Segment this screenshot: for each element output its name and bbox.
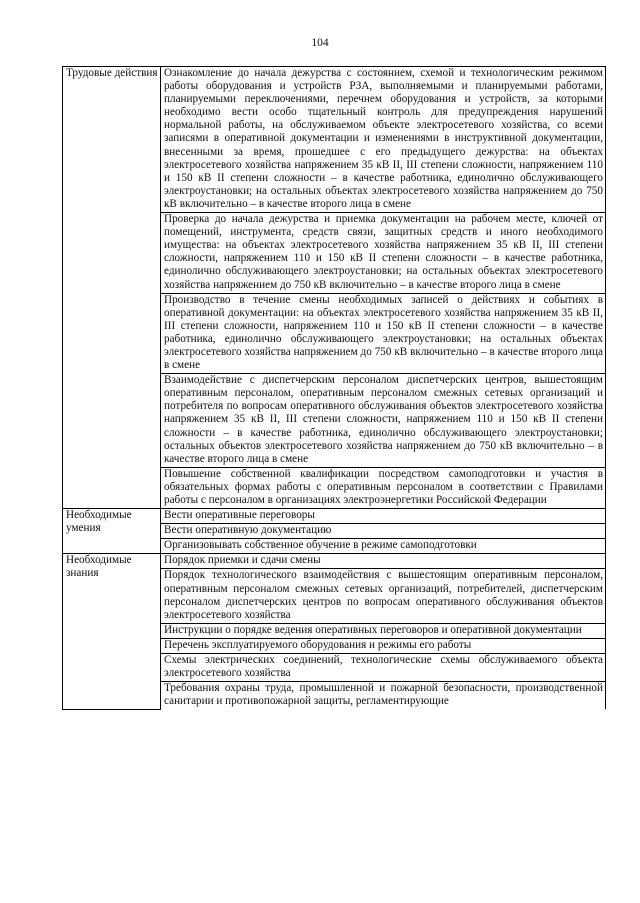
qualification-table <box>62 66 606 710</box>
table-cell: Вести оперативную документацию <box>161 524 606 539</box>
table-row <box>63 67 606 213</box>
table-row <box>63 509 606 524</box>
table-cell: Повышение собственной квалификации посредством самоподготовки и участия в обязательных формах работы с оперативным персоналом в соответствии с Правилами работы с персоналом в организациях электроэнергетики Российской Федерации <box>161 467 606 508</box>
section-label-required-skills: Необходимые умения <box>63 509 161 554</box>
table-cell: Порядок технологического взаимодействия с вышестоящим оперативным персоналом, оперативным персоналом смежных сетевых организаций, потребителей, диспетчерским персоналом диспетчерских центров по вопросам оперативного обслуживания объектов электросетевого хозяйства <box>161 569 606 623</box>
table-row <box>63 554 606 569</box>
table-cell: Взаимодействие с диспетчерским персоналом диспетчерских центров, вышестоящим оперативным персоналом, оперативным персоналом смежных сетевых организаций и потребителя по вопросам оперативного обслуживания объектов электросетевого хозяйства напряжением 35 кВ II, III степени сложности, напряжением 110 и 150 кВ II степени сложности – в качестве работника, единолично обслуживающего электроустановки; остальных объектов электросетевого хозяйства напряжением до 750 кВ включительно – в качестве второго лица в смене <box>161 374 606 468</box>
section-label-required-knowledge: Необходимые знания <box>63 554 161 710</box>
table-cell: Организовывать собственное обучение в режиме самоподготовки <box>161 539 606 554</box>
table-cell: Требования охраны труда, промышленной и пожарной безопасности, производственной санитарии и противопожарной защиты, регламентирующие <box>161 682 606 710</box>
table-cell: Проверка до начала дежурства и приемка документации на рабочем месте, ключей от помещений, инструмента, средств связи, защитных средств и иного необходимого имущества: на объектах электросетевого хозяйства напряжением 35 кВ II, III степени сложности, напряжением 110 и 150 кВ II степени сложности – в качестве работника, единолично обслуживающего электроустановки; на остальных объектах электросетевого хозяйства напряжением до 750 кВ включительно – в качестве второго лица в смене <box>161 213 606 294</box>
table-cell: Производство в течение смены необходимых записей о действиях и событиях в оперативной документации: на объектах электросетевого хозяйства напряжением 35 кВ II, III степени сложности, напряжением 110 и 150 кВ II степени сложности – в качестве работника, единолично обслуживающего электроустановки; на остальных объектах электросетевого хозяйства напряжением до 750 кВ включительно – в качестве второго лица в смене <box>161 293 606 374</box>
table-cell: Инструкции о порядке ведения оперативных переговоров и оперативной документации <box>161 623 606 638</box>
table-cell: Ознакомление до начала дежурства с состоянием, схемой и технологическим режимом работы оборудования и устройств РЗА, выполняемыми и планируемыми работами, планируемыми переключениями, перечнем оборудования и устройств, за которыми необходимо вести особо тщательный контроль для предупреждения нарушений нормальной работы, на обслуживаемом объекте электросетевого хозяйства, со всеми записями в оперативной документации и изменениями в инструктивной документации, внесенными за время, прошедшее с его предыдущего дежурства: на объектах электросетевого хозяйства напряжением 35 кВ II, III степени сложности, напряжением 110 и 150 кВ II степени сложности – в качестве работника, единолично обслуживающего электроустановки; на остальных объектах электросетевого хозяйства напряжением до 750 кВ включительно – в качестве второго лица в смене <box>161 67 606 213</box>
table-cell: Вести оперативные переговоры <box>161 509 606 524</box>
page-number: 104 <box>311 37 329 49</box>
section-label-labor-actions: Трудовые действия <box>63 67 161 509</box>
table-cell: Схемы электрических соединений, технологические схемы обслуживаемого объекта электросетевого хозяйства <box>161 654 606 682</box>
table-cell: Перечень эксплуатируемого оборудования и режимы его работы <box>161 638 606 653</box>
table-cell: Порядок приемки и сдачи смены <box>161 554 606 569</box>
